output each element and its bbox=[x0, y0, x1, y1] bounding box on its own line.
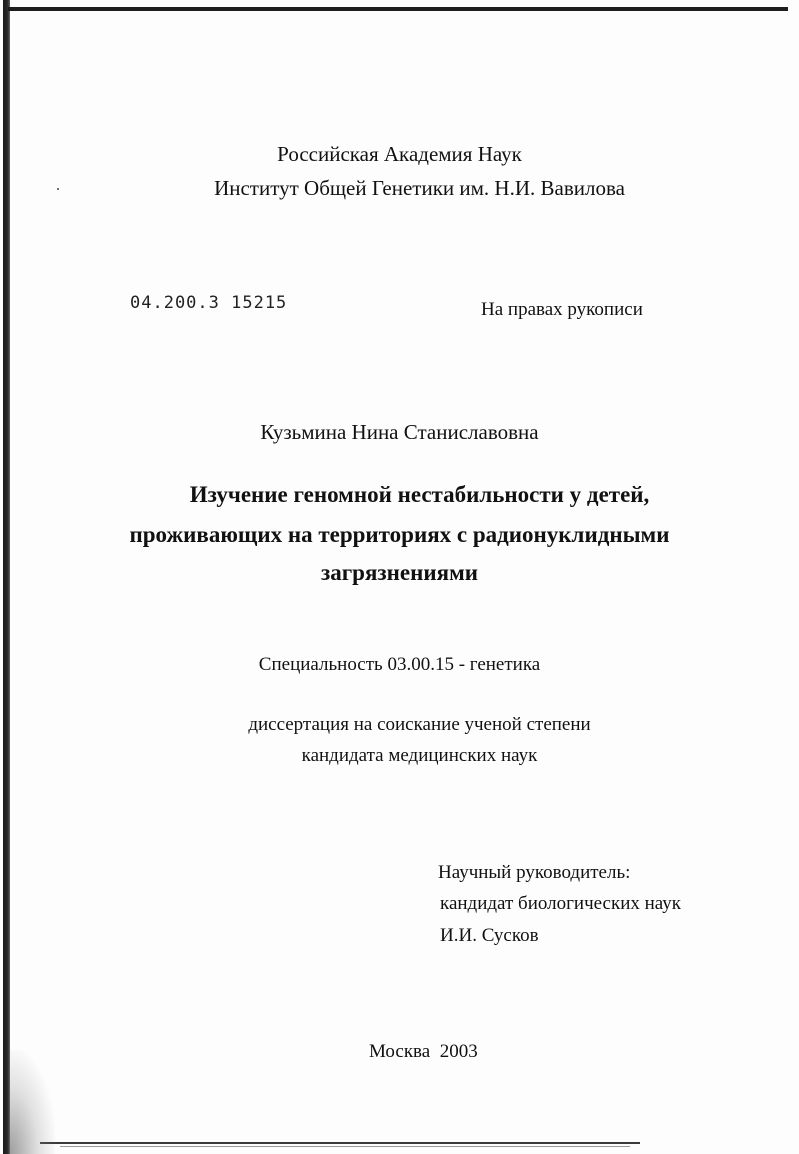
supervisor-name: И.И. Сусков bbox=[440, 925, 539, 946]
dissertation-title-line-3: загрязнениями bbox=[321, 560, 478, 585]
specialty: Специальность 03.00.15 - генетика bbox=[258, 654, 541, 675]
supervisor-heading: Научный руководитель: bbox=[438, 862, 631, 883]
supervisor-degree: кандидат биологических наук bbox=[440, 893, 681, 914]
author-name: Кузьмина Нина Станиславовна bbox=[260, 420, 539, 444]
scan-border-bottom bbox=[40, 1142, 640, 1144]
scan-corner-shadow bbox=[10, 1050, 55, 1154]
manuscript-rights-note: На правах рукописи bbox=[481, 299, 643, 320]
scan-border-top bbox=[8, 7, 788, 11]
scan-border-bottom-faint bbox=[60, 1146, 630, 1147]
degree-line-1: диссертация на соискание ученой степени bbox=[248, 714, 591, 735]
institute-name: Институт Общей Генетики им. Н.И. Вавилова bbox=[214, 176, 625, 200]
city-year: Москва 2003 bbox=[369, 1041, 478, 1062]
organization-name: Российская Академия Наук bbox=[277, 142, 522, 166]
dissertation-title-line-2: проживающих на территориях с радионуклидными bbox=[129, 522, 670, 547]
degree-line-2: кандидата медицинских наук bbox=[301, 745, 538, 766]
registration-stamp-number: 04.200.3 15215 bbox=[130, 293, 288, 313]
dissertation-title-line-1: Изучение геномной нестабильности у детей, bbox=[189, 482, 650, 507]
